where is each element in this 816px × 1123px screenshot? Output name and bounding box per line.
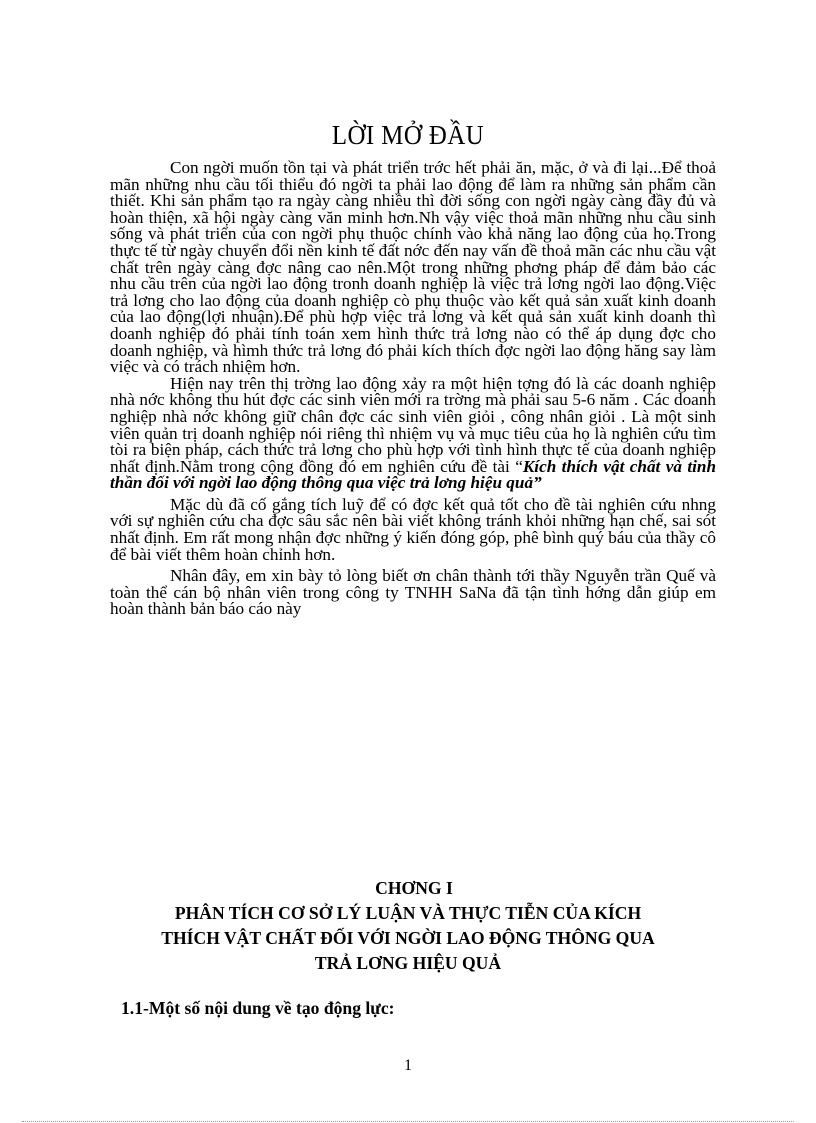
chapter-heading <box>0 876 816 976</box>
preface-paragraph-1: Con ngời muốn tồn tại và phát triển trớc hết phải ăn, mặc, ở và đi lại...Để thoả mãn những nhu cầu tối thiểu đó ngời ta phải lao động để làm ra những sản phẩm cần thiết. Khi sản phẩm tạo ra ngày càng nhiều thì đời sống con ngời ngày càng đầy đủ và hoàn thiện, xã hội ngày càng văn minh hơn.Nh vậy việc thoả mãn những nhu cầu sinh sống và phát triển của con ngời phụ thuộc chính vào khả năng lao động của họ.Trong thực tế từ ngày chuyển đổi nền kinh tế đất nớc đến nay vấn đề thoả mãn các nhu cầu vật chất trên ngày càng đợc nâng cao nên.Một trong những phơng pháp để đảm bảo các nhu cầu trên của ngời lao động tronh doanh nghiệp là việc trả lơng ngời lao động.Việc trả lơng cho lao động của doanh nghiệp cò phụ thuộc vào kết quả sản xuất kinh doanh của lao động(lợi nhuận).Để phù hợp việc trả lơng và kết quả sản xuất kinh doanh thì doanh nghiệp đó phải tính toán xem hình thức trả lơng nào có thể áp dụng đợc cho doanh nghiệp, và hìmh thức trả lơng đó phải kích thích đợc ngời lao động hăng say làm việc và có trách nhiệm hơn. <box>110 158 716 377</box>
preface-paragraph-3: Mặc dù đã cố gắng tích luỹ để có đợc kết quả tốt cho đề tài nghiên cứu nhng với sự nghiên cứu cha đợc sâu sắc nên bài viết không tránh khỏi những hạn chế, sai sót nhất định. Em rất mong nhận đợc những ý kiến đóng góp, phê bình quý báu của thầy cô để bài viết thêm hoàn chỉnh hơn. <box>110 494 716 564</box>
thesis-topic-emphasis: Kích thích vật chất và tinh thần đối với ngời lao động thông qua việc trả lơng hiệu quả <box>110 456 717 493</box>
page-bottom-divider <box>22 1121 794 1122</box>
chapter-title-line-3: TRẢ LƠNG HIỆU QUẢ <box>314 953 502 973</box>
preface-paragraph-4: Nhân đây, em xin bày tỏ lòng biết ơn chân thành tới thầy Nguyễn trần Quế và toàn thể cán bộ nhân viên trong công ty TNHH SaNa đã tận tình hớng dẫn giúp em hoàn thành bản báo cáo này <box>110 566 716 619</box>
preface-body <box>110 160 716 618</box>
chapter-title-line-2: THÍCH VẬT CHẤT ĐỐI VỚI NGỜI LAO ĐỘNG THÔNG QUA <box>161 928 655 948</box>
preface-paragraph-2-text: Hiện nay trên thị trờng lao động xảy ra một hiện tợng đó là các doanh nghiệp nhà nớc không thu hút đợc các sinh viên mới ra trờng mà phải sau 5-6 năm . Các doanh nghiệp nhà nớc không giữ chân đợc các sinh viên giỏi , công nhân giỏi . Là một sinh viên quản trị doanh nghiệp nói riêng thì nhiệm vụ và mục tiêu của họ là nghiên cứu tìm tòi ra biện pháp, cách thức trả lơng cho phù hợp với tình hình thực tế của doanh nghiệp nhất định.Nằm trong cộng đồng đó em nghiên cứu đề tài “ <box>110 373 716 476</box>
thesis-topic-close-quote: ” <box>533 473 542 493</box>
page-number: 1 <box>404 1057 412 1074</box>
preface-paragraph-2 <box>110 373 717 493</box>
chapter-title-line-1: PHÂN TÍCH CƠ SỞ LÝ LUẬN VÀ THỰC TIỄN CỦA KÍCH <box>174 903 642 923</box>
document-title: LỜI MỞ ĐẦU <box>331 120 485 150</box>
section-heading: 1.1-Một số nội dung về tạo động lực: <box>121 998 395 1018</box>
chapter-label: CHƠNG I <box>375 878 453 898</box>
